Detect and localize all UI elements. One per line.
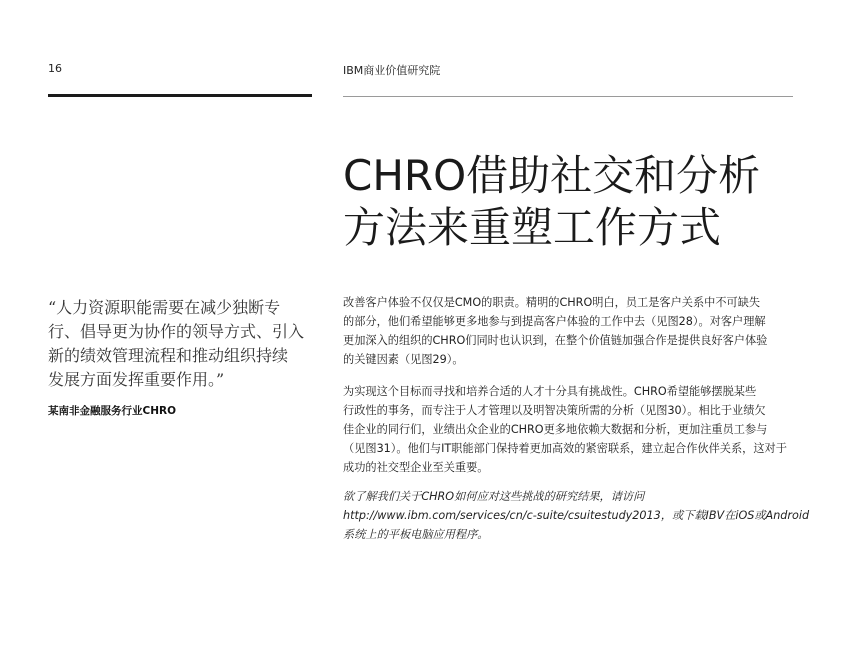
body-line: 欲了解我们关于CHRO如何应对这些挑战的研究结果，请访问: [343, 490, 645, 503]
page-title-line: CHRO借助社交和分析: [343, 151, 761, 200]
body-link-line[interactable]: http://www.ibm.com/services/cn/c-suite/csuitestudy2013，或下载IBV在iOS或Android: [343, 509, 810, 522]
body-line: 改善客户体验不仅仅是CMO的职责。精明的CHRO明白，员工是客户关系中不可缺失: [343, 296, 761, 309]
header-divider-left: [48, 94, 312, 97]
body-line: 的部分，他们希望能够更多地参与到提高客户体验的工作中去（见图28）。对客户理解: [343, 315, 766, 328]
page-title-line: 方法来重塑工作方式: [343, 203, 722, 252]
pull-quote-line: 新的绩效管理流程和推动组织持续: [48, 346, 289, 365]
page-title: [343, 150, 813, 254]
body-line: 成功的社交型企业至关重要。: [343, 461, 489, 474]
body-line: 佳企业的同行们，业绩出众企业的CHRO更多地依赖大数据和分析，更加注重员工参与: [343, 423, 768, 436]
pull-quote: [48, 296, 318, 392]
pull-quote-line: 行、倡导更为协作的领导方式、引入: [48, 322, 305, 341]
header-divider-right: [343, 96, 793, 97]
body-paragraph-2: [343, 382, 798, 477]
body-line: 的关键因素（见图29）。: [343, 353, 464, 366]
quote-attribution: 某南非金融服务行业CHRO: [48, 405, 177, 417]
pull-quote-line: “人力资源职能需要在减少独断专: [48, 298, 281, 317]
body-line: 系统上的平板电脑应用程序。: [343, 528, 489, 541]
body-line: 行政性的事务，而专注于人才管理以及明智决策所需的分析（见图30）。相比于业绩欠: [343, 404, 766, 417]
page-number: 16: [48, 62, 62, 75]
body-paragraph-1: [343, 293, 798, 369]
body-line: （见图31）。他们与IT职能部门保持着更加高效的紧密联系，建立起合作伙伴关系，这对于: [343, 442, 787, 455]
body-line: 更加深入的组织的CHRO们同时也认识到，在整个价值链加强合作是提供良好客户体验: [343, 334, 768, 347]
body-line: 为实现这个目标而寻找和培养合适的人才十分具有挑战性。CHRO希望能够摆脱某些: [343, 385, 757, 398]
pull-quote-line: 发展方面发挥重要作用。”: [48, 370, 225, 389]
body-paragraph-3: [343, 487, 810, 544]
running-header: IBM商业价值研究院: [343, 64, 441, 77]
